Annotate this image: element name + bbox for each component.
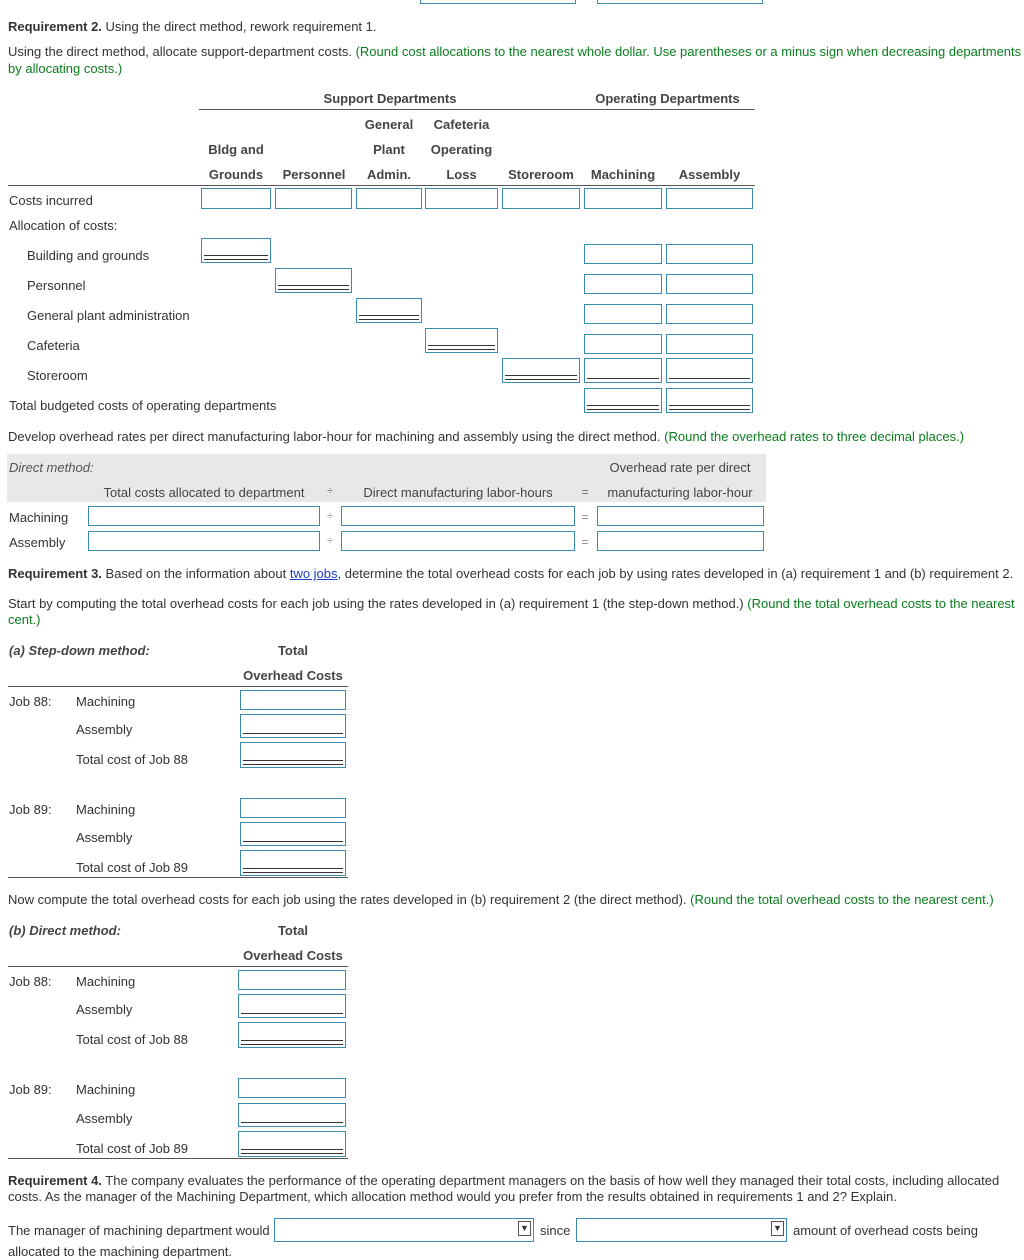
b-job88-machining: Machining [76,974,136,989]
b-job89-total: Total cost of Job 89 [76,1141,189,1156]
col-personnel: Personnel [282,167,346,182]
alloc-bldg-machining-input[interactable] [584,244,662,264]
support-departments-header: Support Departments [323,91,457,106]
b-job88-assembly-input[interactable] [238,994,346,1018]
b-job89-assembly: Assembly [76,1111,133,1126]
costs-incurred-personnel-input[interactable] [275,188,352,209]
alloc-general-assembly-input[interactable] [666,304,753,324]
a-job88-total-input[interactable] [240,742,346,768]
costs-incurred-cafeteria-input[interactable] [425,188,498,209]
req2-title: Requirement 2. Using the direct method, rework requirement 1. [8,19,377,34]
alloc-cafeteria-machining-input[interactable] [584,334,662,354]
rate-col-header-1: Overhead rate per direct [609,460,751,475]
req3-start: Start by computing the total overhead costs for each job using the rates developed in (a) requirement 1 (the step-down method.) (Round the total overhead costs to the nearest cent.) [8,596,1015,627]
row-storeroom: Storeroom [27,368,88,383]
alloc-storeroom-assembly-input[interactable] [666,358,753,383]
row-allocation: Allocation of costs: [9,218,118,233]
rates-instruction: Develop overhead rates per direct manufacturing labor-hour for machining and assembly using the direct method. (Round the overhead rates to three decimal places.) [8,429,965,444]
req4-text: Requirement 4. The company evaluates the performance of the operating department managers on the basis of how well they managed their total costs, including allocated costs. As the manager of the Machining Department, which allocation method would you prefer from the results obtained in requirements 1 and 2? Explain. [8,1173,1000,1204]
a-job89-assembly-input[interactable] [240,822,346,846]
assembly-div: ÷ [326,535,334,547]
b-job88-machining-input[interactable] [238,970,346,990]
b-job88-total: Total cost of Job 88 [76,1032,189,1047]
a-job89-total-input[interactable] [240,850,346,876]
col-storeroom: Storeroom [508,167,574,182]
row-personnel: Personnel [27,278,86,293]
prefer-method-dropdown[interactable] [274,1218,534,1242]
b-job88-label: Job 88: [9,974,52,989]
req4-sentence-4: allocated to the machining department. [8,1244,233,1259]
assembly-total-costs-input[interactable] [88,531,320,551]
alloc-storeroom-self-input[interactable] [502,358,580,383]
hours-col-header: Direct manufacturing labor-hours [363,485,553,500]
row-general: General plant administration [27,308,190,323]
a-job89-label: Job 89: [9,802,52,817]
row-total: Total budgeted costs of operating departments [9,398,277,413]
reason-dropdown[interactable] [576,1218,787,1242]
alloc-general-machining-input[interactable] [584,304,662,324]
machining-hours-input[interactable] [341,506,575,526]
assembly-rate-input[interactable] [597,531,764,551]
a-total-hdr-2: Overhead Costs [243,668,343,683]
b-job89-machining-input[interactable] [238,1078,346,1098]
alloc-cafeteria-assembly-input[interactable] [666,334,753,354]
machining-rate-input[interactable] [597,506,764,526]
alloc-bldg-self-input[interactable] [201,238,271,263]
col-assembly: Assembly [678,167,741,182]
b-job88-total-input[interactable] [238,1022,346,1048]
alloc-personnel-self-input[interactable] [275,268,352,293]
alloc-storeroom-machining-input[interactable] [584,358,662,383]
col-cafeteria-l2: Operating [430,142,493,157]
b-job89-label: Job 89: [9,1082,52,1097]
col-bldg-l2: Bldg and [208,142,264,157]
total-machining-input[interactable] [584,388,662,413]
req4-sentence-3: amount of overhead costs being [793,1223,979,1238]
a-job89-assembly: Assembly [76,830,133,845]
req3-title: Requirement 3. Based on the information about two jobs, determine the total overhead costs for each job by using rates developed in (a) requirement 1 and (b) requirement 2. [8,566,1014,581]
dropdown-arrow-icon: ▼ [518,1221,531,1236]
prev-input-1[interactable] [420,0,576,4]
b-total-hdr-1: Total [277,923,309,938]
dropdown-arrow-icon: ▼ [771,1221,784,1236]
assembly-eq: = [581,535,589,549]
assembly-hours-input[interactable] [341,531,575,551]
costs-incurred-assembly-input[interactable] [666,188,753,209]
costs-incurred-general-input[interactable] [356,188,422,209]
row-cafeteria: Cafeteria [27,338,80,353]
a-job88-assembly: Assembly [76,722,133,737]
a-job88-label: Job 88: [9,694,52,709]
row-costs-incurred: Costs incurred [9,193,93,208]
b-job89-total-input[interactable] [238,1131,346,1157]
costs-incurred-storeroom-input[interactable] [502,188,580,209]
a-job88-machining: Machining [76,694,136,709]
alloc-personnel-assembly-input[interactable] [666,274,753,294]
alloc-personnel-machining-input[interactable] [584,274,662,294]
req4-sentence-1: The manager of machining department would [8,1223,270,1238]
two-jobs-link[interactable]: two jobs [289,566,338,581]
a-job88-assembly-input[interactable] [240,714,346,738]
a-job88-machining-input[interactable] [240,690,346,710]
col-bldg-l3: Grounds [208,167,264,182]
col-general-l2: Plant [373,142,405,157]
rate-col-header-2: manufacturing labor-hour [607,485,753,500]
b-job89-assembly-input[interactable] [238,1103,346,1127]
req3-now: Now compute the total overhead costs for each job using the rates developed in (b) requirement 2 (the direct method). (Round the total overhead costs to the nearest cent.) [8,892,994,907]
row-bldg: Building and grounds [27,248,150,263]
alloc-bldg-assembly-input[interactable] [666,244,753,264]
costs-incurred-bldg-input[interactable] [201,188,271,209]
operating-departments-header: Operating Departments [595,91,740,106]
col-general-l3: Admin. [366,167,412,182]
div-col-header: ÷ [326,485,334,497]
prev-input-2[interactable] [597,0,763,4]
a-total-hdr-1: Total [277,643,309,658]
costs-incurred-machining-input[interactable] [584,188,662,209]
col-general-l1: General [364,117,414,132]
step-down-label: (a) Step-down method: [9,643,150,658]
rates-row-assembly: Assembly [9,535,66,550]
b-job89-machining: Machining [76,1082,136,1097]
col-machining: Machining [590,167,656,182]
b-total-hdr-2: Overhead Costs [243,948,343,963]
a-job89-machining: Machining [76,802,136,817]
direct-method-label: Direct method: [9,460,94,475]
req4-sentence-2: since [540,1223,571,1238]
alloc-cafeteria-self-input[interactable] [425,328,498,353]
a-job89-total: Total cost of Job 89 [76,860,189,875]
req2-instruction: Using the direct method, allocate support-department costs. (Round cost allocations to the nearest whole dollar. Use parentheses or a minus sign when decreasing departments by allocating costs.) [8,44,1022,76]
alloc-general-self-input[interactable] [356,298,422,323]
direct-method-b-label: (b) Direct method: [9,923,121,938]
a-job88-total: Total cost of Job 88 [76,752,189,767]
machining-total-costs-input[interactable] [88,506,320,526]
rates-row-machining: Machining [9,510,69,525]
total-assembly-input[interactable] [666,388,753,413]
machining-eq: = [581,510,589,524]
b-job88-assembly: Assembly [76,1002,133,1017]
col-cafeteria-l1: Cafeteria [433,117,490,132]
col-cafeteria-l3: Loss [446,167,477,182]
machining-div: ÷ [326,510,334,522]
total-costs-col-header: Total costs allocated to department [103,485,305,500]
a-job89-machining-input[interactable] [240,798,346,818]
eq-col-header: = [581,485,589,499]
